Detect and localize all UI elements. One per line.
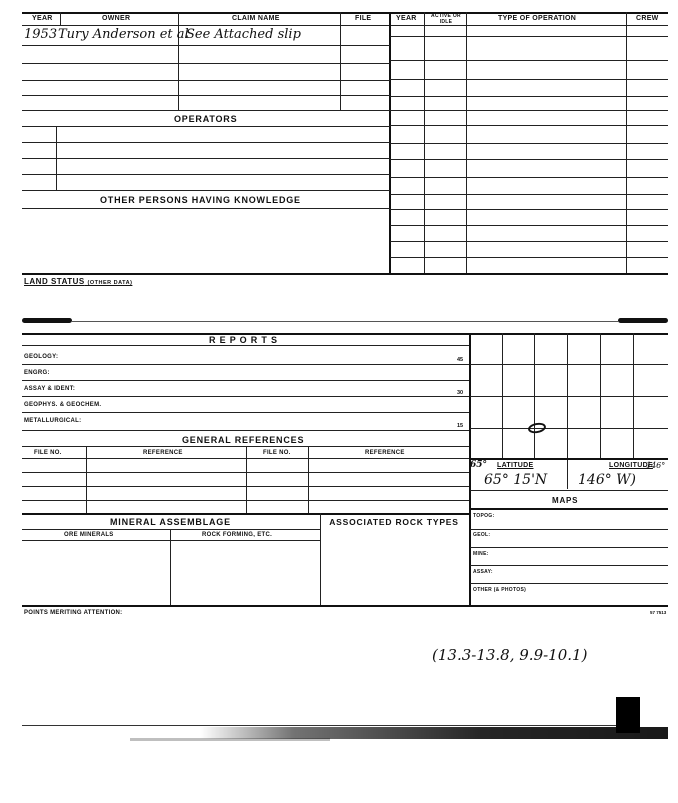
report-row-line <box>22 396 470 397</box>
operators-line <box>22 126 390 127</box>
scan-edge-line <box>22 725 622 726</box>
ore-minerals-header: ORE MINERALS <box>64 532 114 538</box>
land-status-title: LAND STATUS <box>24 277 85 286</box>
grid-row <box>470 364 668 365</box>
year2-header: YEAR <box>396 15 417 22</box>
operators-title: OPERATORS <box>174 114 238 124</box>
report-row-line <box>22 412 470 413</box>
crew-header: CREW <box>636 15 659 22</box>
torn-edge-left <box>22 318 72 323</box>
operators-row-line <box>22 158 390 159</box>
maps-geol: GEOL: <box>473 532 491 538</box>
report-label-assay: ASSAY & IDENT: <box>24 386 76 392</box>
operation-row-line <box>390 125 668 126</box>
report-row-line <box>22 364 470 365</box>
grid-row <box>470 396 668 397</box>
form-number: 57 7513 <box>650 610 667 615</box>
maps-row-line <box>470 529 668 530</box>
col-sep <box>308 446 309 514</box>
other-persons-title: OTHER PERSONS HAVING KNOWLEDGE <box>100 195 301 205</box>
operation-row-line <box>390 177 668 178</box>
land-status-label <box>24 277 132 286</box>
report-number-30: 30 <box>457 390 464 396</box>
operators-row-line <box>22 190 390 191</box>
grid-bottom-border <box>470 458 668 460</box>
col-sep <box>340 12 341 111</box>
report-label-engrg: ENGRG: <box>24 370 50 376</box>
mineral-header-line <box>22 529 320 530</box>
operation-row-line <box>390 79 668 80</box>
maps-row-line <box>470 547 668 548</box>
other-persons-line <box>22 208 390 209</box>
maps-row-line <box>470 583 668 584</box>
reports-header-line <box>22 345 470 346</box>
torn-edge-right <box>618 318 668 323</box>
operators-row-line <box>22 174 390 175</box>
latitude-value: 65° 15'N <box>484 472 548 488</box>
col-sep <box>86 446 87 514</box>
maps-other: OTHER (& PHOTOS) <box>473 587 527 593</box>
active-idle-header: ACTIVE OR IDLE <box>431 13 461 25</box>
report-number-45: 45 <box>457 357 464 363</box>
associated-rock-types-title: ASSOCIATED ROCK TYPES <box>329 517 459 527</box>
claim-entry-owner: Tury Anderson et al <box>58 27 189 42</box>
col-sep <box>170 529 171 605</box>
latitude-label: LATITUDE <box>497 462 534 469</box>
col-sep <box>320 513 321 605</box>
operation-row-line <box>390 36 668 37</box>
references-reference-2: REFERENCE <box>365 450 405 456</box>
report-label-metallurgical: METALLURGICAL: <box>24 418 82 424</box>
grid-row <box>470 428 668 429</box>
mineral-col-header-line <box>22 540 320 541</box>
claim-entry-year: 1953 <box>24 27 58 42</box>
location-mark <box>527 422 546 435</box>
longitude-value: 146° W) <box>578 472 637 488</box>
maps-title: MAPS <box>552 496 579 505</box>
operators-row-line <box>22 142 390 143</box>
references-reference-1: REFERENCE <box>143 450 183 456</box>
land-status-subtitle: (OTHER DATA) <box>87 280 133 286</box>
claim-entry-claim-name: See Attached slip <box>186 27 301 42</box>
torn-line <box>72 321 618 322</box>
reports-top-border <box>22 333 668 335</box>
references-bottom-border <box>22 513 470 515</box>
report-label-geology: GEOLOGY: <box>24 354 59 360</box>
references-row-line <box>22 472 470 473</box>
report-row-line <box>22 430 470 431</box>
operation-row-line <box>390 225 668 226</box>
rock-forming-header: ROCK FORMING, ETC. <box>202 532 273 538</box>
grid-col <box>567 333 568 489</box>
operation-row-line <box>390 96 668 97</box>
header-divider <box>22 25 668 26</box>
operation-row-line <box>390 159 668 160</box>
report-label-geophys: GEOPHYS. & GEOCHEM. <box>24 402 102 408</box>
operation-row-line <box>390 241 668 242</box>
col-sep <box>246 446 247 514</box>
operation-row-line <box>390 143 668 144</box>
operation-row-line <box>390 60 668 61</box>
type-of-operation-header: TYPE OF OPERATION <box>498 15 577 22</box>
references-row-line <box>22 486 470 487</box>
latitude-prefix: 65° <box>470 460 488 470</box>
longitude-suffix: 146° <box>646 461 666 470</box>
mineral-assemblage-title: MINERAL ASSEMBLAGE <box>110 517 231 527</box>
col-sep <box>60 12 61 25</box>
handwritten-coordinate-note: (13.3-13.8, 9.9-10.1) <box>432 646 588 664</box>
maps-mine: MINE: <box>473 551 489 557</box>
references-row-line <box>22 500 470 501</box>
claim-row-line <box>22 80 390 81</box>
scan-noise-speckle <box>130 738 330 741</box>
longitude-label: LONGITUDE <box>609 462 653 469</box>
operation-row-line <box>390 257 668 258</box>
references-file-no-2: FILE NO. <box>263 450 291 456</box>
operation-row-line <box>390 194 668 195</box>
file-header: FILE <box>355 15 372 22</box>
operation-row-line <box>390 110 668 111</box>
claim-row-line <box>22 110 390 111</box>
claim-row-line <box>22 63 390 64</box>
owner-header: OWNER <box>102 15 131 22</box>
report-number-15: 15 <box>457 423 464 429</box>
maps-top-line <box>470 490 668 491</box>
maps-topog: TOPOG: <box>473 513 495 519</box>
claim-row-line <box>22 95 390 96</box>
form-bottom-border <box>22 605 668 607</box>
top-border <box>22 12 668 14</box>
general-references-title: GENERAL REFERENCES <box>182 435 305 445</box>
report-row-line <box>22 380 470 381</box>
claim-name-header: CLAIM NAME <box>232 15 280 22</box>
scan-noise-block <box>616 697 640 733</box>
points-meriting-attention: POINTS MERITING ATTENTION: <box>24 610 123 616</box>
operation-row-line <box>390 209 668 210</box>
references-file-no-1: FILE NO. <box>34 450 62 456</box>
top-table-bottom-border <box>22 273 668 275</box>
maps-assay: ASSAY: <box>473 569 493 575</box>
maps-row-line <box>470 565 668 566</box>
reports-title: R E P O R T S <box>209 335 278 345</box>
year-header: YEAR <box>32 15 53 22</box>
maps-header-line <box>470 508 668 510</box>
claim-row-line <box>22 45 390 46</box>
